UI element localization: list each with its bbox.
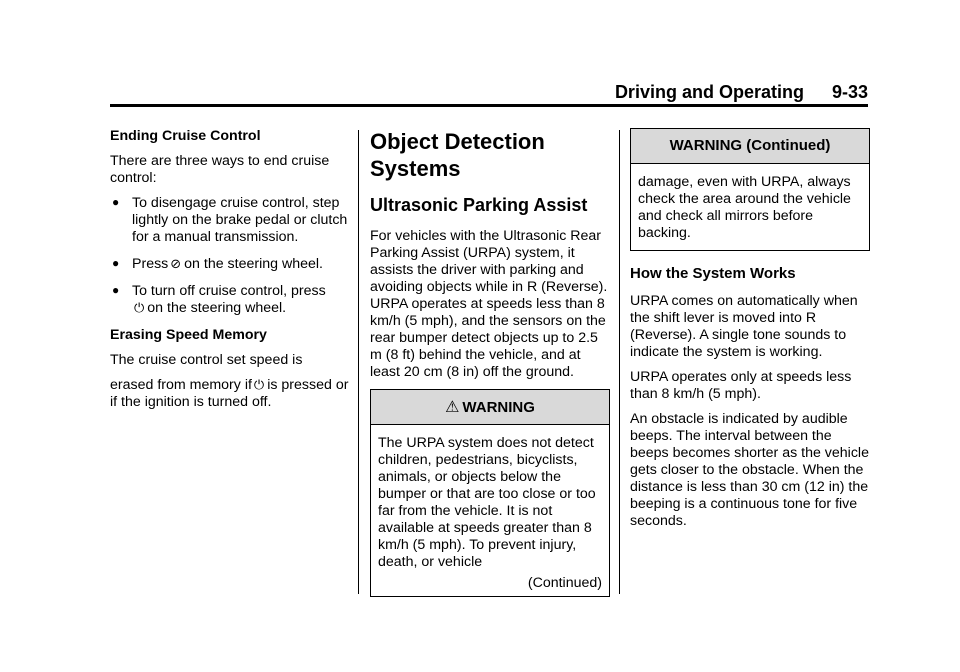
erasing-speed-text [110, 352, 350, 411]
warning-text: damage, even with URPA, always check the area around the vehicle and check all mirrors before backing. [638, 174, 851, 241]
section-title: Driving and Operating [614, 82, 804, 102]
column-divider-2 [619, 130, 620, 594]
ending-methods-list [110, 195, 350, 317]
warning-header: WARNING (Continued) [631, 129, 869, 164]
list-item [110, 256, 350, 273]
warning-triangle-icon: ⚠ [445, 397, 460, 416]
warning-text: The URPA system does not detect children, pedestrians, bicyclists, animals, or objects below the bumper or that are too close or too far from the vehicle. It is not available at speeds greater than 8 km/h (5 mph). To prevent injury, death, or vehicle [378, 435, 596, 570]
page-number: 9-33 [831, 82, 868, 102]
bullet-icon: ● [112, 283, 120, 297]
warning-body [371, 425, 609, 596]
erasing-speed-heading: Erasing Speed Memory [110, 327, 267, 343]
page-header [110, 82, 868, 104]
column-3 [630, 128, 870, 538]
list-item-text: on the steering wheel. [184, 256, 323, 272]
list-item [110, 195, 350, 246]
warning-header [371, 390, 609, 425]
erasing-text-part: erased from memory if [110, 377, 252, 393]
erasing-text-part: The cruise control set speed is [110, 352, 303, 368]
paragraph: URPA comes on automatically when the shift lever is moved into R (Reverse). A single tone sounds to indicate the system is working. [630, 293, 858, 360]
header-rule [110, 104, 868, 107]
paragraph: An obstacle is indicated by audible beeps. The interval between the beeps becomes shorter as the vehicle gets closer to the obstacle. When the distance is less than 30 cm (12 in) the beeping is a continuous tone for five seconds. [630, 411, 869, 529]
warning-box-continued [630, 128, 870, 251]
parking-assist-subtitle: Ultrasonic Parking Assist [370, 195, 588, 215]
ending-cruise-intro: There are three ways to end cruise control: [110, 153, 330, 186]
warning-body [631, 164, 869, 250]
ending-cruise-heading: Ending Cruise Control [110, 128, 261, 144]
column-2 [370, 128, 610, 611]
bullet-icon: ● [112, 195, 120, 209]
list-item [110, 283, 350, 317]
cruise-on-off-icon: ⏻ [253, 378, 265, 393]
column-1 [110, 128, 350, 419]
cruise-on-off-icon: ⏻ [134, 301, 145, 316]
continued-label: (Continued) [527, 575, 602, 591]
bullet-icon: ● [112, 256, 120, 270]
column-divider-1 [358, 130, 359, 594]
urpa-description: For vehicles with the Ultrasonic Rear Parking Assist (URPA) system, it assists the driver with parking and avoiding objects while in R (Reverse). URPA operates at speeds less than 8 km/h (5 mph), and the sensors on the rear bumper detect objects up to 2.5 m (8 ft) behind the vehicle, and at least 20 cm (8 in) off the ground. [370, 228, 608, 380]
warning-box [370, 389, 610, 597]
list-item-text: To turn off cruise control, press [132, 283, 326, 299]
warning-label: WARNING [462, 399, 535, 416]
list-item-text: Press [132, 256, 169, 272]
how-system-works-heading: How the System Works [630, 265, 796, 282]
list-item-text: To disengage cruise control, step lightly on the brake pedal or clutch for a manual transmission. [132, 195, 348, 245]
paragraph: URPA operates only at speeds less than 8 km/h (5 mph). [630, 369, 852, 402]
list-item-text: on the steering wheel. [147, 300, 287, 316]
erasing-text-part: is pressed or if the ignition is turned off. [110, 377, 349, 410]
cruise-cancel-icon: ⊘ [170, 257, 182, 272]
object-detection-title: Object Detection Systems [370, 129, 545, 181]
